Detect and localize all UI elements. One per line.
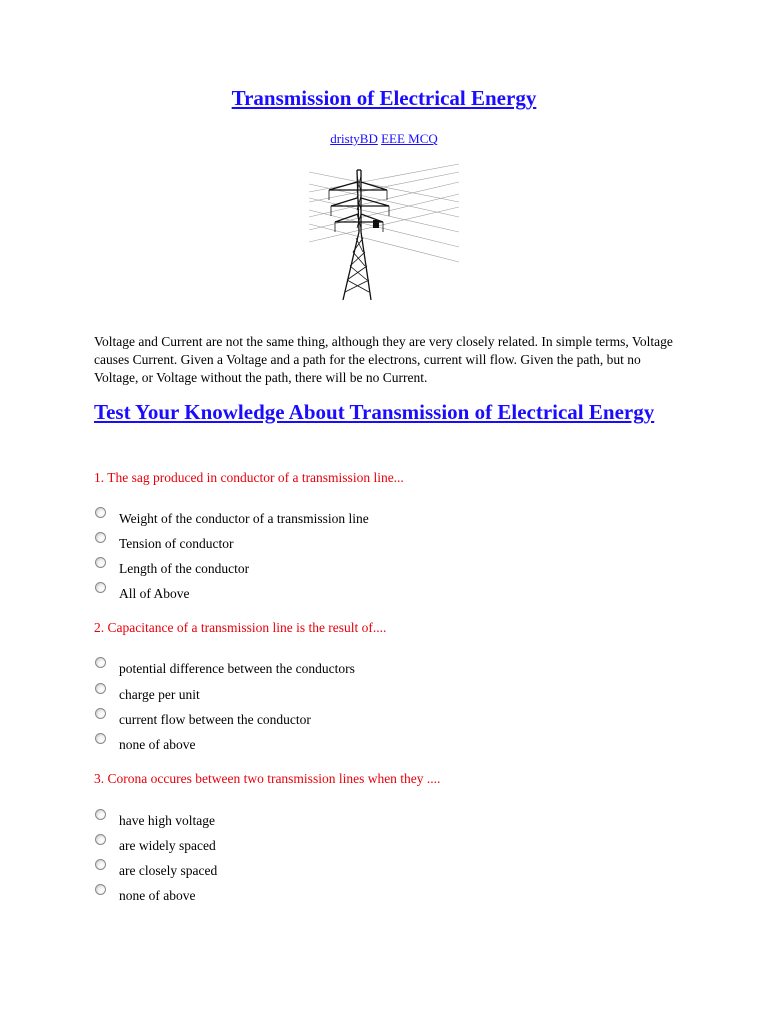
option-label: Length of the conductor bbox=[119, 561, 250, 576]
radio-button[interactable] bbox=[95, 683, 106, 694]
byline bbox=[0, 131, 768, 147]
option-label: charge per unit bbox=[119, 687, 200, 702]
question-1-option-2[interactable] bbox=[94, 536, 494, 558]
question-2-option-1[interactable] bbox=[94, 661, 494, 683]
question-1-option-1[interactable] bbox=[94, 511, 494, 533]
radio-button[interactable] bbox=[95, 532, 106, 543]
radio-button[interactable] bbox=[95, 507, 106, 518]
question-2-option-4[interactable] bbox=[94, 737, 494, 759]
radio-button[interactable] bbox=[95, 733, 106, 744]
option-label: have high voltage bbox=[119, 813, 215, 828]
question-2: 2. Capacitance of a transmission line is the result of.... bbox=[94, 620, 387, 635]
option-label: potential difference between the conductors bbox=[119, 661, 355, 676]
section-heading: Test Your Knowledge About Transmission of Electrical Energy bbox=[94, 400, 655, 424]
question-2-option-2[interactable] bbox=[94, 687, 494, 709]
option-label: none of above bbox=[119, 888, 196, 903]
transmission-tower-icon bbox=[309, 162, 459, 304]
option-label: are widely spaced bbox=[119, 838, 216, 853]
option-label: none of above bbox=[119, 737, 196, 752]
question-1-option-4[interactable] bbox=[94, 586, 494, 608]
radio-button[interactable] bbox=[95, 657, 106, 668]
radio-button[interactable] bbox=[95, 859, 106, 870]
option-label: current flow between the conductor bbox=[119, 712, 311, 727]
category-link[interactable]: EEE MCQ bbox=[381, 131, 438, 146]
radio-button[interactable] bbox=[95, 809, 106, 820]
question-3-option-1[interactable] bbox=[94, 813, 494, 835]
radio-button[interactable] bbox=[95, 557, 106, 568]
question-3-option-3[interactable] bbox=[94, 863, 494, 885]
option-label: All of Above bbox=[119, 586, 190, 601]
page-title: Transmission of Electrical Energy bbox=[231, 86, 537, 110]
option-label: Tension of conductor bbox=[119, 536, 234, 551]
option-label: are closely spaced bbox=[119, 863, 218, 878]
author-link[interactable]: dristyBD bbox=[330, 131, 378, 146]
question-3-option-4[interactable] bbox=[94, 888, 494, 910]
question-2-option-3[interactable] bbox=[94, 712, 494, 734]
question-3: 3. Corona occures between two transmission lines when they .... bbox=[94, 771, 441, 786]
radio-button[interactable] bbox=[95, 834, 106, 845]
question-3-option-2[interactable] bbox=[94, 838, 494, 860]
radio-button[interactable] bbox=[95, 884, 106, 895]
intro-paragraph: Voltage and Current are not the same thing, although they are very closely related. In simple terms, Voltage causes Current. Given a Voltage and a path for the electrons, current will flow. Given the path, but no Voltage, or Voltage without the path, there will be no Current. bbox=[94, 334, 673, 385]
question-1-option-3[interactable] bbox=[94, 561, 494, 583]
question-1: 1. The sag produced in conductor of a transmission line... bbox=[94, 470, 404, 485]
radio-button[interactable] bbox=[95, 708, 106, 719]
radio-button[interactable] bbox=[95, 582, 106, 593]
option-label: Weight of the conductor of a transmission line bbox=[119, 511, 369, 526]
